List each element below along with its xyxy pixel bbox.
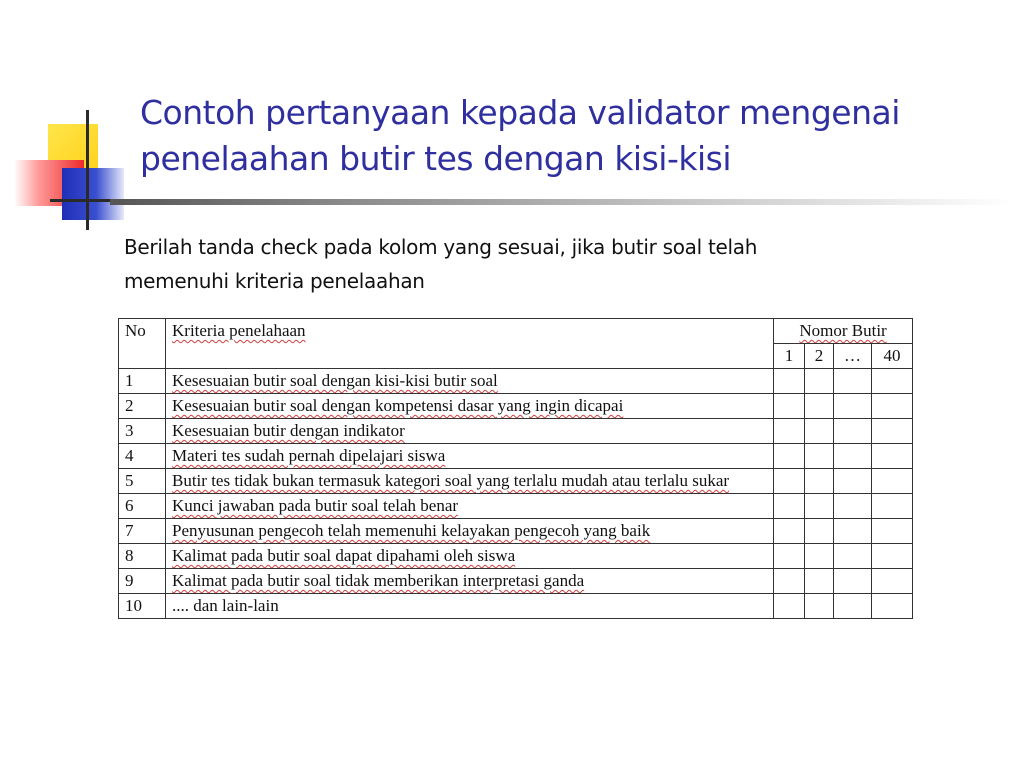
check-cell[interactable] (805, 394, 834, 419)
row-no: 2 (119, 394, 166, 419)
row-criteria-text: .... dan lain-lain (172, 596, 279, 615)
criteria-table-image (118, 318, 914, 658)
header-nomor-butir (774, 319, 913, 344)
row-criteria (166, 519, 774, 544)
criteria-table (118, 318, 913, 619)
row-no: 5 (119, 469, 166, 494)
subheader-1: 1 (774, 344, 805, 369)
check-cell[interactable] (834, 519, 872, 544)
logo-vertical-line (86, 110, 89, 230)
check-cell[interactable] (805, 594, 834, 619)
check-cell[interactable] (872, 544, 913, 569)
title-divider (110, 199, 1010, 205)
check-cell[interactable] (872, 469, 913, 494)
slide-title (140, 90, 1000, 182)
row-criteria (166, 469, 774, 494)
check-cell[interactable] (834, 419, 872, 444)
table-header-row (119, 319, 913, 344)
check-cell[interactable] (774, 544, 805, 569)
row-criteria (166, 569, 774, 594)
check-cell[interactable] (805, 519, 834, 544)
instruction-line-2: memenuhi kriteria penelaahan (124, 269, 425, 293)
row-no: 4 (119, 444, 166, 469)
table-row (119, 394, 913, 419)
header-nomor-butir-label: Nomor Butir (799, 321, 887, 340)
check-cell[interactable] (774, 519, 805, 544)
check-cell[interactable] (805, 494, 834, 519)
check-cell[interactable] (872, 419, 913, 444)
check-cell[interactable] (774, 444, 805, 469)
row-criteria (166, 369, 774, 394)
row-no: 7 (119, 519, 166, 544)
row-no: 6 (119, 494, 166, 519)
check-cell[interactable] (872, 369, 913, 394)
row-criteria-text: Kunci jawaban pada butir soal telah benar (172, 496, 459, 515)
instruction-line-1: Berilah tanda check pada kolom yang sesuai, jika butir soal telah (124, 235, 758, 259)
row-criteria-text: Kesesuaian butir soal dengan kisi-kisi butir soal (172, 371, 498, 390)
row-no: 8 (119, 544, 166, 569)
check-cell[interactable] (834, 594, 872, 619)
slide-title-line-2: penelaahan butir tes dengan kisi-kisi (140, 139, 732, 178)
row-criteria (166, 544, 774, 569)
row-criteria-text: Kalimat pada butir soal tidak memberikan interpretasi ganda (172, 571, 585, 590)
check-cell[interactable] (834, 569, 872, 594)
check-cell[interactable] (805, 369, 834, 394)
subheader-40: 40 (872, 344, 913, 369)
check-cell[interactable] (774, 594, 805, 619)
row-criteria-text: Kalimat pada butir soal dapat dipahami oleh siswa (172, 546, 516, 565)
check-cell[interactable] (805, 469, 834, 494)
row-criteria (166, 444, 774, 469)
check-cell[interactable] (872, 444, 913, 469)
check-cell[interactable] (805, 544, 834, 569)
row-criteria (166, 394, 774, 419)
row-no: 1 (119, 369, 166, 394)
row-criteria-text: Penyusunan pengecoh telah memenuhi kelayakan pengecoh yang baik (172, 521, 651, 540)
table-row (119, 494, 913, 519)
row-no: 9 (119, 569, 166, 594)
table-row (119, 419, 913, 444)
row-criteria-text: Kesesuaian butir dengan indikator (172, 421, 405, 440)
row-criteria (166, 494, 774, 519)
logo-blue-square (62, 168, 124, 220)
header-criteria-label: Kriteria penelahaan (172, 321, 306, 340)
table-row (119, 594, 913, 619)
table-row (119, 369, 913, 394)
subheader-2: 2 (805, 344, 834, 369)
slide-title-line-1: Contoh pertanyaan kepada validator mengenai (140, 93, 900, 132)
check-cell[interactable] (805, 569, 834, 594)
row-criteria-text: Butir tes tidak bukan termasuk kategori soal yang terlalu mudah atau terlalu sukar (172, 471, 730, 490)
check-cell[interactable] (834, 469, 872, 494)
check-cell[interactable] (774, 394, 805, 419)
check-cell[interactable] (774, 494, 805, 519)
check-cell[interactable] (774, 419, 805, 444)
table-row (119, 544, 913, 569)
check-cell[interactable] (834, 444, 872, 469)
row-criteria-text: Materi tes sudah pernah dipelajari siswa (172, 446, 446, 465)
row-criteria-text: Kesesuaian butir soal dengan kompetensi dasar yang ingin dicapai (172, 396, 624, 415)
header-no: No (119, 319, 166, 369)
check-cell[interactable] (872, 569, 913, 594)
row-no: 10 (119, 594, 166, 619)
check-cell[interactable] (834, 494, 872, 519)
row-criteria (166, 419, 774, 444)
check-cell[interactable] (774, 569, 805, 594)
check-cell[interactable] (872, 494, 913, 519)
table-row (119, 519, 913, 544)
table-row (119, 444, 913, 469)
check-cell[interactable] (805, 419, 834, 444)
check-cell[interactable] (834, 394, 872, 419)
header-criteria (166, 319, 774, 369)
row-no: 3 (119, 419, 166, 444)
row-criteria (166, 594, 774, 619)
check-cell[interactable] (805, 444, 834, 469)
check-cell[interactable] (872, 519, 913, 544)
instruction-text (124, 230, 1004, 298)
check-cell[interactable] (834, 544, 872, 569)
check-cell[interactable] (872, 394, 913, 419)
check-cell[interactable] (774, 469, 805, 494)
check-cell[interactable] (834, 369, 872, 394)
table-row (119, 569, 913, 594)
subheader-ellipsis: … (834, 344, 872, 369)
check-cell[interactable] (872, 594, 913, 619)
table-row (119, 469, 913, 494)
check-cell[interactable] (774, 369, 805, 394)
